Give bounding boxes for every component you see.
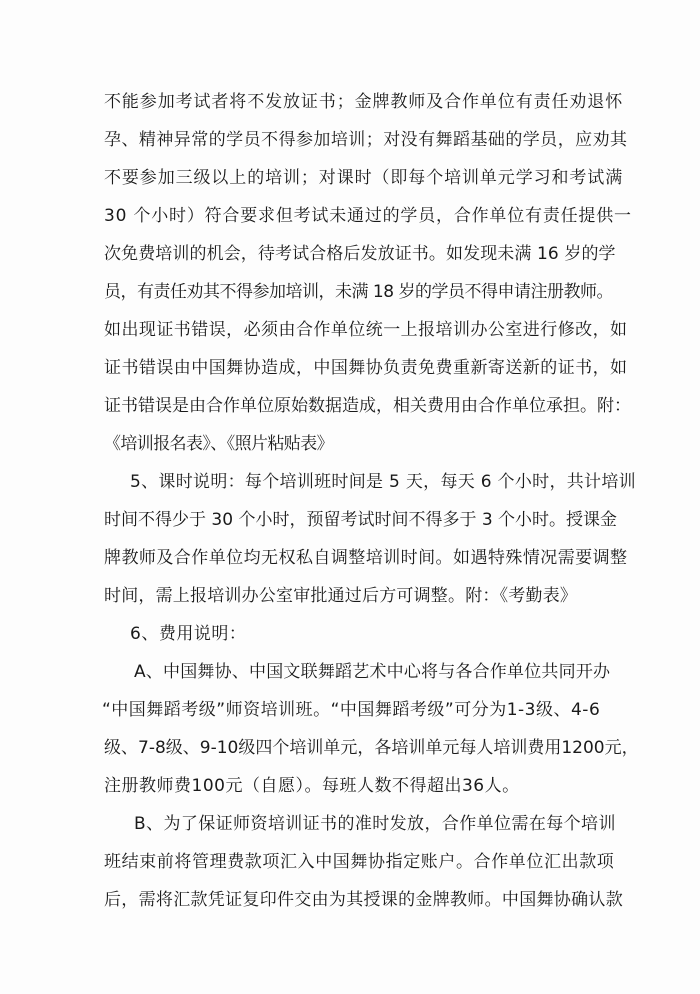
text-line: 6、费用说明：	[130, 624, 247, 644]
text-line: 30 个小时）符合要求但考试未通过的学员，合作单位有责任提供一	[104, 206, 632, 226]
text-line: 证书错误是由合作单位原始数据造成，相关费用由合作单位承担。附：	[104, 396, 631, 416]
text-line: B、为了保证师资培训证书的准时发放，合作单位需在每个培训	[134, 814, 616, 834]
text-line: 班结束前将管理费款项汇入中国舞协指定账户。合作单位汇出款项	[104, 852, 615, 872]
text-line: 员，有责任劝其不得参加培训，未满 18 岁的学员不得申请注册教师。	[104, 282, 613, 302]
text-line: 5、课时说明：每个培训班时间是 5 天，每天 6 个小时，共计培训	[130, 472, 636, 492]
text-line: 后，需将汇款凭证复印件交由为其授课的金牌教师。中国舞协确认款	[104, 890, 623, 910]
text-line: 不要参加三级以上的培训；对课时（即每个培训单元学习和考试满	[104, 168, 624, 188]
text-line: “中国舞蹈考级”师资培训班。“中国舞蹈考级”可分为1-3级、4-6	[102, 700, 601, 720]
text-line: 证书错误由中国舞协造成，中国舞协负责免费重新寄送新的证书，如	[104, 358, 628, 378]
text-line: 孕、精神异常的学员不得参加培训；对没有舞蹈基础的学员，应劝其	[104, 130, 628, 150]
text-line: 牌教师及合作单位均无权私自调整培训时间。如遇特殊情况需要调整	[104, 548, 628, 568]
text-line: 时间不得少于 30 个小时，预留考试时间不得多于 3 个小时。授课金	[104, 510, 618, 530]
text-line: 《培训报名表》、《照片粘贴表》	[104, 434, 333, 454]
text-line: 不能参加考试者将不发放证书；金牌教师及合作单位有责任劝退怀	[104, 92, 624, 112]
text-line: 如出现证书错误，必须由合作单位统一上报培训办公室进行修改，如	[104, 320, 628, 340]
text-line: 次免费培训的机会，待考试合格后发放证书。如发现未满 16 岁的学	[104, 244, 616, 264]
text-line: 注册教师费100元（自愿）。每班人数不得超出36人。	[104, 776, 520, 796]
text-line: 级、7-8级、9-10级四个培训单元，各培训单元每人培训费用1200元，	[104, 738, 639, 758]
text-line: 时间，需上报培训办公室审批通过后方可调整。附：《考勤表》	[104, 586, 578, 606]
text-line: A、中国舞协、中国文联舞蹈艺术中心将与各合作单位共同开办	[134, 662, 611, 682]
